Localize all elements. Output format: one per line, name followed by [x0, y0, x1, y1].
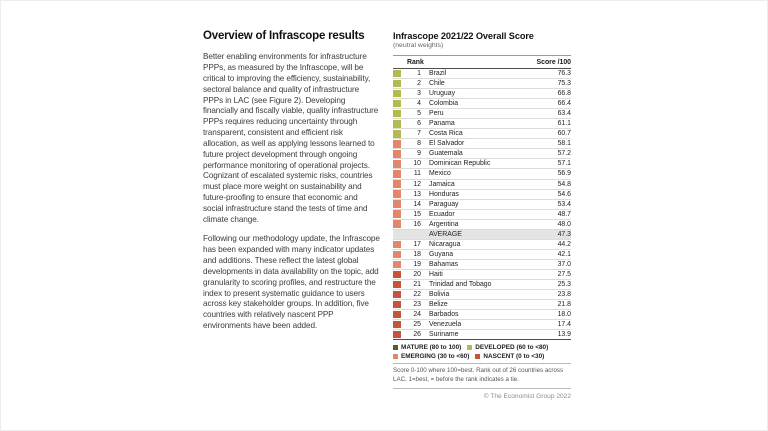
legend-swatch [475, 354, 480, 359]
score-cell: 13.9 [557, 331, 571, 339]
column-header-rank: Rank [407, 58, 424, 66]
legend-label: MATURE (80 to 100) [401, 344, 462, 352]
table-row [393, 190, 571, 200]
table-row [393, 79, 571, 89]
legend-label: NASCENT (0 to <30) [483, 353, 545, 361]
rank-cell: 13 [413, 190, 421, 198]
category-swatch [393, 70, 401, 78]
rank-cell: 6 [417, 120, 421, 128]
rank-cell: 9 [417, 150, 421, 158]
table-row [393, 290, 571, 300]
category-swatch [393, 140, 401, 148]
country-cell: Mexico [429, 170, 451, 178]
country-cell: Barbados [429, 311, 459, 319]
rank-cell: 20 [413, 270, 421, 278]
category-swatch [393, 160, 401, 168]
legend-item [393, 352, 469, 361]
legend-item [475, 352, 544, 361]
legend-label: EMERGING (30 to <60) [401, 353, 470, 361]
score-cell: 37.0 [557, 260, 571, 268]
category-swatch [393, 261, 401, 269]
average-row [393, 230, 571, 240]
country-cell: Guatemala [429, 150, 463, 158]
country-cell: Uruguay [429, 90, 456, 98]
category-swatch [393, 120, 401, 128]
rank-cell: 4 [417, 100, 421, 108]
category-swatch [393, 301, 401, 309]
table-row [393, 200, 571, 210]
country-cell: Bahamas [429, 260, 459, 268]
table-row [393, 320, 571, 330]
table-row [393, 119, 571, 129]
table-row [393, 159, 571, 169]
category-swatch [393, 110, 401, 118]
score-cell: 54.6 [557, 190, 571, 198]
country-cell: Peru [429, 110, 444, 118]
rank-cell: 25 [413, 321, 421, 329]
score-cell: 76.3 [557, 70, 571, 78]
score-cell: 23.8 [557, 291, 571, 299]
category-swatch [393, 210, 401, 218]
country-cell: Argentina [429, 220, 459, 228]
table-subtitle: (neutral weights) [393, 42, 444, 49]
article-paragraph-1: Better enabling environments for infrastructure PPPs, as measured by the Infrascope, will be critical to improving the efficiency, sustainability, sectoral balance and quality of infrastructure PPPs in LAC (see Figure 2). Developing financially and fiscally viable, quality infrastructure PPPs requires reducing uncertainty through transparent, consistent and efficient risk allocation, as well as applying lessons learned to future project development through ongoing performance monitoring of operational projects. Cognizant of escalated systemic risks, countries must place more weight on sustainability and future-proofing to ensure that economic and social infrastructure stand the tests of time and climate change. [203, 52, 379, 224]
category-swatch [393, 271, 401, 279]
country-cell: Trinidad and Tobago [429, 281, 492, 288]
country-cell: Panama [429, 120, 455, 128]
score-cell: 60.7 [557, 130, 571, 138]
rank-cell: 14 [413, 200, 421, 208]
country-cell: Ecuador [429, 210, 455, 218]
score-cell: 48.0 [557, 220, 571, 228]
rank-cell: 12 [413, 180, 421, 188]
country-cell: Paraguay [429, 200, 459, 208]
category-swatch [393, 170, 401, 178]
country-cell: Brazil [429, 70, 447, 78]
category-swatch [393, 130, 401, 138]
category-swatch [393, 251, 401, 259]
table-row [393, 180, 571, 190]
category-legend [393, 340, 571, 364]
legend-item [467, 343, 548, 352]
country-cell: Suriname [429, 331, 459, 339]
country-cell: Guyana [429, 250, 454, 258]
category-swatch [393, 281, 401, 289]
rank-cell: 11 [413, 170, 421, 178]
score-cell: 42.1 [557, 250, 571, 258]
category-swatch [393, 220, 401, 228]
legend-label: DEVELOPED (60 to <80) [475, 344, 549, 352]
country-cell: Honduras [429, 190, 459, 198]
score-cell: 25.3 [557, 281, 571, 288]
legend-swatch [393, 345, 398, 350]
table-row [393, 240, 571, 250]
category-swatch [393, 241, 401, 249]
rank-cell: 26 [413, 331, 421, 339]
rank-cell: 23 [413, 301, 421, 309]
legend-item [393, 343, 461, 352]
rank-cell: 3 [417, 90, 421, 98]
rank-cell: 2 [417, 80, 421, 88]
country-cell: Nicaragua [429, 240, 461, 248]
rank-cell: 18 [413, 250, 421, 258]
table-row [393, 149, 571, 159]
table-row [393, 220, 571, 230]
score-cell: 66.8 [557, 90, 571, 98]
score-cell: 44.2 [557, 240, 571, 248]
rank-cell: 5 [417, 110, 421, 118]
category-swatch [393, 100, 401, 108]
article-paragraph-2: Following our methodology update, the Infrascope has been expanded with many indicator updates and additions. These reflect the latest global developments in data availability on the topic, add granularity to scoring profiles, and restructure the index to present systematic guidance to users across key stakeholder groups. In addition, five countries with relatively nascent PPP environments have been added. [203, 234, 380, 331]
category-swatch [393, 180, 401, 188]
table-row [393, 129, 571, 139]
country-cell: El Salvador [429, 140, 465, 148]
rank-cell: 10 [413, 160, 421, 168]
score-cell: 75.3 [557, 80, 571, 88]
rank-cell: 7 [417, 130, 421, 138]
category-swatch [393, 80, 401, 88]
category-swatch [393, 311, 401, 319]
category-swatch [393, 331, 401, 339]
table-row [393, 310, 571, 320]
table-row [393, 250, 571, 260]
score-cell: 18.0 [557, 311, 571, 319]
country-cell: Venezuela [429, 321, 462, 329]
table-footnote: Score 0-100 where 100=best. Rank out of 26 countries across LAC. 1=best, = before the rank indicates a tie. [393, 364, 571, 389]
score-cell: 57.2 [557, 150, 571, 158]
rank-cell: 17 [413, 240, 421, 248]
rank-cell: 8 [417, 140, 421, 148]
score-cell: 17.4 [557, 321, 571, 329]
score-cell: 47.3 [557, 230, 571, 238]
country-cell: Costa Rica [429, 130, 463, 138]
rank-cell: 22 [413, 291, 421, 299]
article-heading: Overview of Infrascope results [203, 30, 365, 42]
article-column [203, 30, 380, 341]
table-row [393, 330, 571, 339]
table-body [393, 69, 571, 340]
table-row [393, 99, 571, 109]
score-cell: 66.4 [557, 100, 571, 108]
table-row [393, 139, 571, 149]
table-row [393, 109, 571, 119]
legend-swatch [467, 345, 472, 350]
rank-cell: 24 [413, 311, 421, 319]
score-cell: 27.5 [557, 270, 571, 278]
category-swatch [393, 190, 401, 198]
rank-cell: 1 [417, 70, 421, 78]
rank-cell: 16 [413, 220, 421, 228]
copyright-notice: © The Economist Group 2022 [483, 393, 571, 400]
country-cell: AVERAGE [429, 230, 462, 238]
category-swatch [393, 231, 401, 239]
rank-cell: 19 [413, 260, 421, 268]
country-cell: Belize [429, 301, 448, 309]
category-swatch [393, 90, 401, 98]
score-cell: 56.9 [557, 170, 571, 178]
country-cell: Chile [429, 80, 445, 88]
table-row [393, 69, 571, 79]
country-cell: Colombia [429, 100, 459, 108]
column-header-score: Score /100 [536, 58, 571, 66]
rank-cell: 21 [413, 281, 421, 288]
table-row [393, 210, 571, 220]
category-swatch [393, 200, 401, 208]
table-title: Infrascope 2021/22 Overall Score [393, 31, 534, 41]
score-cell: 61.1 [557, 120, 571, 128]
category-swatch [393, 321, 401, 329]
table-row [393, 89, 571, 99]
score-cell: 57.1 [557, 160, 571, 168]
table-header [393, 55, 571, 69]
category-swatch [393, 291, 401, 299]
table-row [393, 280, 571, 290]
category-swatch [393, 150, 401, 158]
legend-swatch [393, 354, 398, 359]
score-table [393, 31, 571, 389]
table-row [393, 169, 571, 179]
score-cell: 63.4 [557, 110, 571, 118]
table-row [393, 300, 571, 310]
score-cell: 54.8 [557, 180, 571, 188]
country-cell: Dominican Republic [429, 160, 491, 168]
country-cell: Jamaica [429, 180, 455, 188]
score-cell: 21.8 [557, 301, 571, 309]
score-cell: 58.1 [557, 140, 571, 148]
table-row [393, 260, 571, 270]
rank-cell: 15 [413, 210, 421, 218]
score-cell: 53.4 [557, 200, 571, 208]
table-row [393, 270, 571, 280]
country-cell: Bolivia [429, 291, 450, 299]
score-cell: 48.7 [557, 210, 571, 218]
country-cell: Haiti [429, 270, 443, 278]
